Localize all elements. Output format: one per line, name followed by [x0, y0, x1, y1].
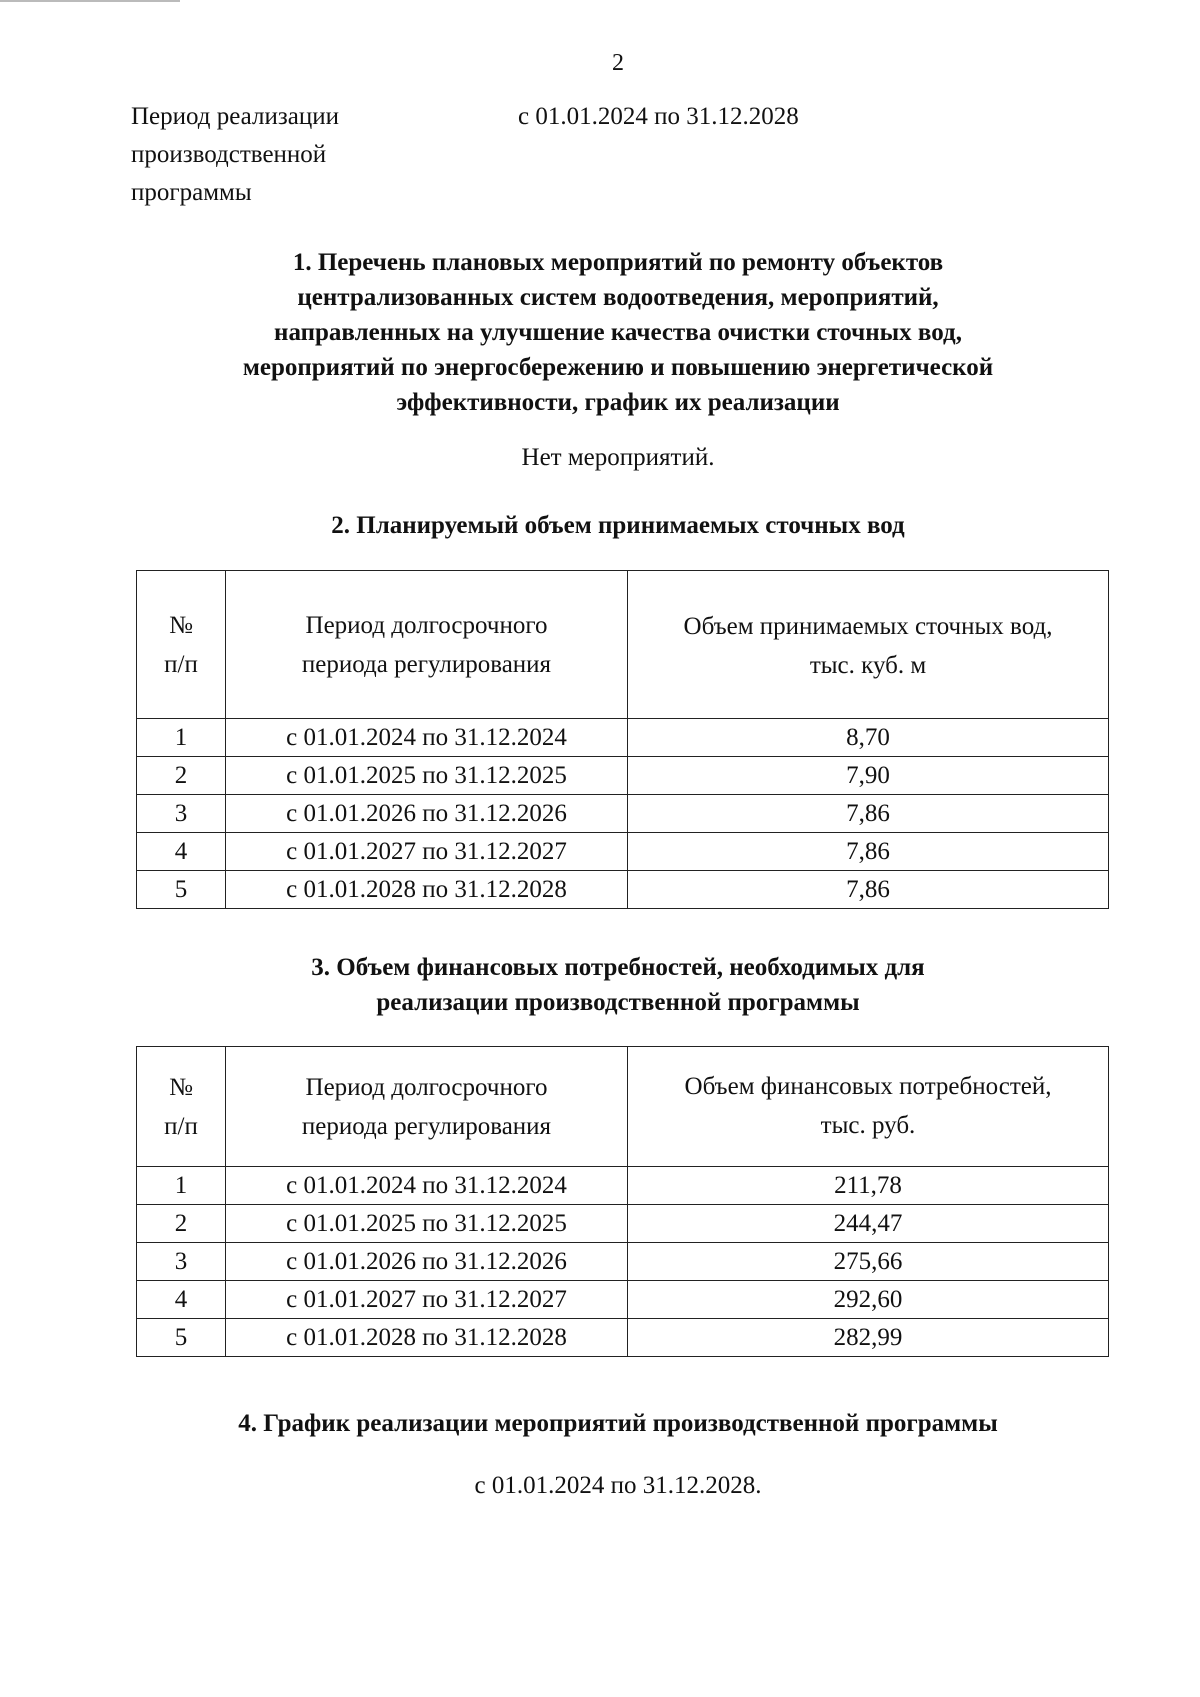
section1-title-line: эффективности, график их реализации	[396, 389, 840, 416]
header-volume	[628, 571, 1109, 719]
row-num: 4	[137, 1281, 226, 1319]
section3-title-line: 3. Объем финансовых потребностей, необходимых для	[311, 954, 925, 981]
row-num: 3	[137, 795, 226, 833]
row-num: 1	[137, 1167, 226, 1205]
row-num: 1	[137, 719, 226, 757]
section3-title	[150, 950, 1086, 1020]
header-period-line: Период долгосрочного	[305, 1073, 548, 1101]
program-period-label	[131, 98, 431, 212]
row-period: с 01.01.2026 по 31.12.2026	[226, 795, 628, 833]
row-period: с 01.01.2028 по 31.12.2028	[226, 871, 628, 909]
row-period: с 01.01.2024 по 31.12.2024	[226, 719, 628, 757]
program-period-label-line: производственной	[131, 141, 327, 168]
header-period-line: периода регулирования	[301, 1112, 552, 1140]
table-row	[137, 719, 1109, 757]
wastewater-volume-table	[136, 570, 1109, 909]
row-num: 3	[137, 1243, 226, 1281]
row-num: 5	[137, 1319, 226, 1357]
section1-title	[150, 245, 1086, 420]
row-value: 282,99	[628, 1319, 1109, 1357]
section4-title: 4. График реализации мероприятий производственной программы	[238, 1410, 998, 1437]
row-value: 211,78	[628, 1167, 1109, 1205]
section1-title-line: централизованных систем водоотведения, мероприятий,	[297, 284, 939, 311]
program-period-label-line: Период реализации	[131, 103, 339, 130]
table-row	[137, 1205, 1109, 1243]
program-period-label-line: программы	[131, 179, 252, 206]
header-financial-line: тыс. руб.	[820, 1112, 916, 1139]
table-row	[137, 833, 1109, 871]
header-period-line: периода регулирования	[301, 650, 552, 678]
row-period: с 01.01.2025 по 31.12.2025	[226, 1205, 628, 1243]
section1-title-line: мероприятий по энергосбережению и повышению энергетической	[242, 354, 994, 381]
table-row	[137, 757, 1109, 795]
header-period-line: Период долгосрочного	[305, 611, 548, 639]
header-num-line: п/п	[164, 650, 198, 678]
header-num-line: №	[169, 1073, 193, 1101]
header-num	[137, 1047, 226, 1167]
section3-title-line: реализации производственной программы	[376, 989, 860, 1016]
header-financial	[628, 1047, 1109, 1167]
scan-edge-mark	[0, 0, 180, 2]
section1-note: Нет мероприятий.	[521, 444, 715, 471]
section2-title: 2. Планируемый объем принимаемых сточных вод	[331, 512, 905, 539]
header-num-line: п/п	[164, 1112, 198, 1140]
header-volume-line: Объем принимаемых сточных вод,	[683, 613, 1053, 640]
header-volume-line: тыс. куб. м	[809, 652, 927, 679]
table-row	[137, 1281, 1109, 1319]
row-num: 2	[137, 757, 226, 795]
row-period: с 01.01.2028 по 31.12.2028	[226, 1319, 628, 1357]
table-header-row	[137, 1047, 1109, 1167]
section4-value: с 01.01.2024 по 31.12.2028.	[474, 1472, 762, 1499]
row-period: с 01.01.2027 по 31.12.2027	[226, 833, 628, 871]
row-num: 5	[137, 871, 226, 909]
header-num	[137, 571, 226, 719]
header-num-line: №	[169, 611, 193, 639]
table-row	[137, 1167, 1109, 1205]
row-period: с 01.01.2024 по 31.12.2024	[226, 1167, 628, 1205]
row-value: 244,47	[628, 1205, 1109, 1243]
program-period-value: с 01.01.2024 по 31.12.2028	[518, 103, 799, 130]
page-number: 2	[612, 50, 624, 76]
header-period	[226, 1047, 628, 1167]
row-value: 8,70	[628, 719, 1109, 757]
row-num: 2	[137, 1205, 226, 1243]
section1-title-line: направленных на улучшение качества очистки сточных вод,	[274, 319, 962, 346]
row-period: с 01.01.2027 по 31.12.2027	[226, 1281, 628, 1319]
table-row	[137, 1319, 1109, 1357]
row-value: 7,90	[628, 757, 1109, 795]
table-header-row	[137, 571, 1109, 719]
table-row	[137, 795, 1109, 833]
row-value: 7,86	[628, 833, 1109, 871]
row-period: с 01.01.2026 по 31.12.2026	[226, 1243, 628, 1281]
row-value: 292,60	[628, 1281, 1109, 1319]
section1-title-line: 1. Перечень плановых мероприятий по ремонту объектов	[292, 249, 944, 276]
row-value: 275,66	[628, 1243, 1109, 1281]
header-period	[226, 571, 628, 719]
header-financial-line: Объем финансовых потребностей,	[684, 1073, 1052, 1100]
financial-needs-table	[136, 1046, 1109, 1357]
row-period: с 01.01.2025 по 31.12.2025	[226, 757, 628, 795]
table-row	[137, 871, 1109, 909]
row-num: 4	[137, 833, 226, 871]
row-value: 7,86	[628, 795, 1109, 833]
table-row	[137, 1243, 1109, 1281]
row-value: 7,86	[628, 871, 1109, 909]
